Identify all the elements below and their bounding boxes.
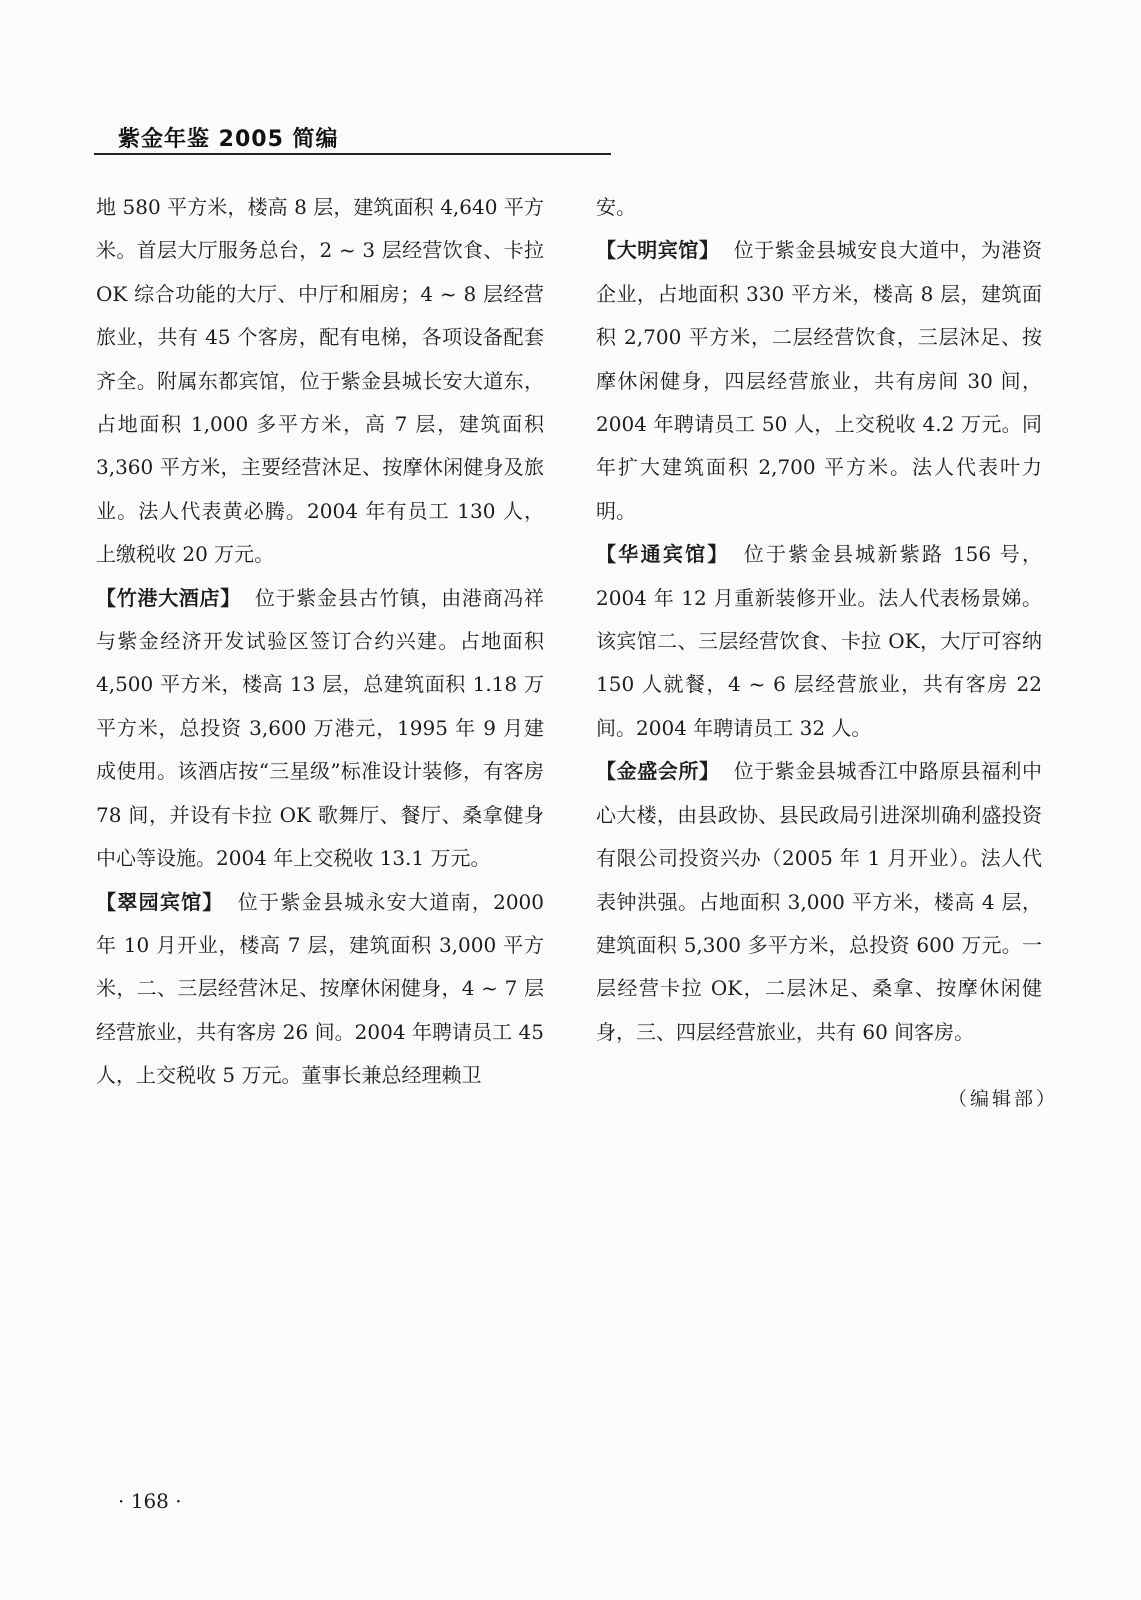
entry-jinsheng-club	[596, 750, 1042, 1054]
continuation-paragraph: 地 580 平方米，楼高 8 层，建筑面积 4,640 平方米。首层大厅服务总台，2 ~ 3 层经营饮食、卡拉 OK 综合功能的大厅、中厅和厢房；4 ~ 8 层经营旅业，共有 45 个客房，配有电梯，各项设备配套齐全。附属东都宾馆，位于紫金县城长安大道东，占地面积 1,000 多平方米，高 7 层，建筑面积 3,360 平方米，主要经营沐足、按摩休闲健身及旅业。法人代表黄必腾。2004 年有员工 130 人，上缴税收 20 万元。	[96, 195, 544, 567]
entry-daming-hotel	[596, 229, 1042, 533]
right-column	[596, 186, 1042, 1054]
entry-zhugang-hotel	[96, 577, 544, 881]
entry-body: 位于紫金县城新紫路 156 号，2004 年 12 月重新装修开业。法人代表杨景娣。该宾馆二、三层经营饮食、卡拉 OK，大厅可容纳 150 人就餐，4 ~ 6 层经营旅业，共有客房 22 间。2004 年聘请员工 32 人。	[596, 542, 1042, 740]
left-column	[96, 186, 544, 1098]
entry-title: 【竹港大酒店】	[96, 585, 241, 610]
header-rule	[94, 153, 611, 155]
entry-cuiyuan-hotel	[96, 881, 544, 1098]
editorial-credit: （编辑部）	[948, 1088, 1059, 1110]
running-head: 紫金年鉴 2005 简编	[118, 127, 339, 152]
page-number: · 168 ·	[118, 1489, 182, 1513]
entry-body: 位于紫金县古竹镇，由港商冯祥与紫金经济开发试验区签订合约兴建。占地面积 4,500 平方米，楼高 13 层，总建筑面积 1.18 万平方米，总投资 3,600 万港元，1995 年 9 月建成使用。该酒店按“三星级”标准设计装修，有客房 78 间，并设有卡拉 OK 歌舞厅、餐厅、桑拿健身中心等设施。2004 年上交税收 13.1 万元。	[96, 585, 545, 871]
entry-title: 【大明宾馆】	[596, 238, 720, 263]
entry-body: 位于紫金县城安良大道中，为港资企业，占地面积 330 平方米，楼高 8 层，建筑面积 2,700 平方米，二层经营饮食，三层沐足、按摩休闲健身，四层经营旅业，共有房间 30 间，2004 年聘请员工 50 人，上交税收 4.2 万元。同年扩大建筑面积 2,700 平方米。法人代表叶力明。	[596, 238, 1043, 523]
entry-huatong-hotel	[596, 533, 1042, 750]
entry-title: 【翠园宾馆】	[96, 889, 224, 914]
continuation-paragraph: 安。	[596, 195, 636, 219]
entry-title: 【华通宾馆】	[596, 542, 730, 567]
entry-body: 位于紫金县城永安大道南，2000 年 10 月开业，楼高 7 层，建筑面积 3,000 平方米，二、三层经营沐足、按摩休闲健身，4 ~ 7 层经营旅业，共有客房 26 间。2004 年聘请员工 45 人，上交税收 5 万元。董事长兼总经理赖卫	[96, 889, 544, 1088]
entry-title: 【金盛会所】	[596, 759, 720, 784]
entry-body: 位于紫金县城香江中路原县福利中心大楼，由县政协、县民政局引进深圳确利盛投资有限公司投资兴办（2005 年 1 月开业）。法人代表钟洪强。占地面积 3,000 平方米，楼高 4 层，建筑面积 5,300 多平方米，总投资 600 万元。一层经营卡拉 OK，二层沐足、桑拿、按摩休闲健身，三、四层经营旅业，共有 60 间客房。	[596, 759, 1043, 1044]
